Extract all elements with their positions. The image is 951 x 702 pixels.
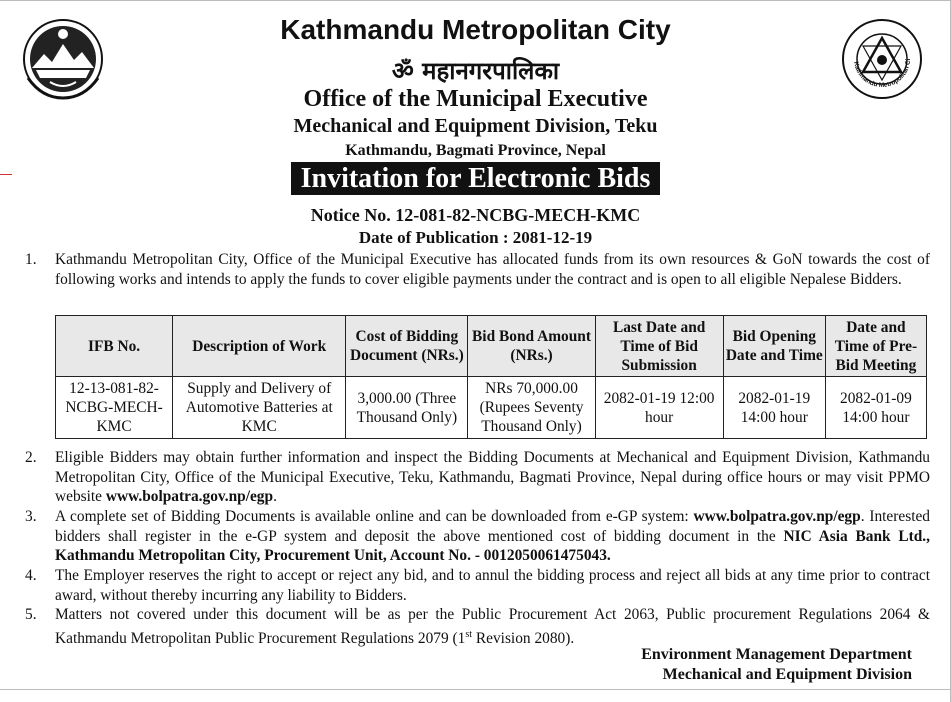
address-line: Kathmandu, Bagmati Province, Nepal [345,142,606,159]
ordinal-suffix: st [465,628,473,640]
banner-wrap [0,162,951,195]
notice-item-2 [25,448,930,507]
division-title: Mechanical and Equipment Division, Teku [293,115,658,137]
seal-text: Kathmandu Metropolitan Ci [852,58,913,90]
item-number: 2. [25,449,37,466]
item-text-a: A complete set of Bidding Documents is available online and can be downloaded from e-GP system: [55,508,694,525]
item-number: 3. [25,508,37,525]
item-number: 4. [25,567,37,584]
cell-bid-bond: NRs 70,000.00 (Rupees Seventy Thousand Only) [468,377,595,439]
col-cost-of-document: Cost of Bidding Document (NRs.) [346,316,468,377]
cell-submission: 2082-01-19 12:00 hour [595,377,723,439]
item-text-b: . Interested bidders shall register in the e-GP system and deposit the above mentioned cost of bidding document in the [55,508,930,545]
col-submission-date: Last Date and Time of Bid Submission [595,316,723,377]
col-ifb-no: IFB No. [56,316,173,377]
notice-item-3 [25,507,930,566]
cell-opening: 2082-01-19 14:00 hour [723,377,825,439]
egp-website-link[interactable]: www.bolpatra.gov.np/egp [693,508,861,525]
item-text-plain: Eligible Bidders may obtain further information and inspect the Bidding Documents at Mechanical and Equipment Division, Kathmandu Metropolitan City, Office of the Municipal Executive, Teku, Kathmandu, Bagmati Province, Nepal during office hours or may visit PPMO website [55,449,930,505]
cell-description: Supply and Delivery of Automotive Batteries at KMC [173,377,346,439]
publication-date: Date of Publication : 2081-12-19 [358,228,593,247]
col-bid-bond: Bid Bond Amount (NRs.) [468,316,595,377]
item-text: The Employer reserves the right to accept or reject any bid, and to annul the bidding process and reject all bids at any time prior to contract award, without thereby incurring any liability to Bidders. [55,567,930,604]
frame-bottom-border [0,689,951,690]
item-text-a: Matters not covered under this document will be as per the Public Procurement Act 2063, Public procurement Regulations 2064 & Kathmandu Metropolitan Public Procurement Regulations 2079 (1 [55,606,930,647]
notice-item-4 [25,566,930,605]
item-text-end: . [273,488,277,505]
invitation-banner: Invitation for Electronic Bids [291,162,661,195]
signature-division: Mechanical and Equipment Division [662,666,912,683]
item-text-b: Revision 2080). [472,629,575,647]
item-number: 1. [25,251,37,268]
bids-table [55,315,927,439]
cell-prebid: 2082-01-09 14:00 hour [825,377,926,439]
notice-number: Notice No. 12-081-82-NCBG-MECH-KMC [310,205,641,225]
ppmo-website-link[interactable]: www.bolpatra.gov.np/egp [105,488,274,505]
col-opening-date: Bid Opening Date and Time [723,316,825,377]
table-row [56,377,927,439]
item-text [55,507,930,566]
signature-department: Environment Management Department [641,646,912,663]
office-title: Office of the Municipal Executive [303,86,648,112]
cell-ifb-no: 12-13-081-82-NCBG-MECH-KMC [56,377,173,439]
frame-top-border [0,0,951,1]
item-number: 5. [25,606,37,623]
city-title: Kathmandu Metropolitan City [280,14,671,45]
cell-cost: 3,000.00 (Three Thousand Only) [346,377,468,439]
notice-item-5 [25,605,930,648]
city-title-nepali: ॐ महानगरपालिका [391,56,560,85]
col-description: Description of Work [173,316,346,377]
item-text [55,448,930,507]
item-text [55,605,930,648]
col-prebid-meeting: Date and Time of Pre-Bid Meeting [825,316,926,377]
notice-item-1 [25,250,930,289]
table-header-row [56,316,927,377]
bank-account-details: NIC Asia Bank Ltd., Kathmandu Metropolitan City, Procurement Unit, Account No. - 0012050061475043. [55,527,930,564]
item-text: Kathmandu Metropolitan City, Office of the Municipal Executive has allocated funds from its own resources & GoN towards the cost of following works and intends to apply the funds to cover eligible payments under the contract and is open to all eligible Nepalese Bidders. [55,251,930,288]
